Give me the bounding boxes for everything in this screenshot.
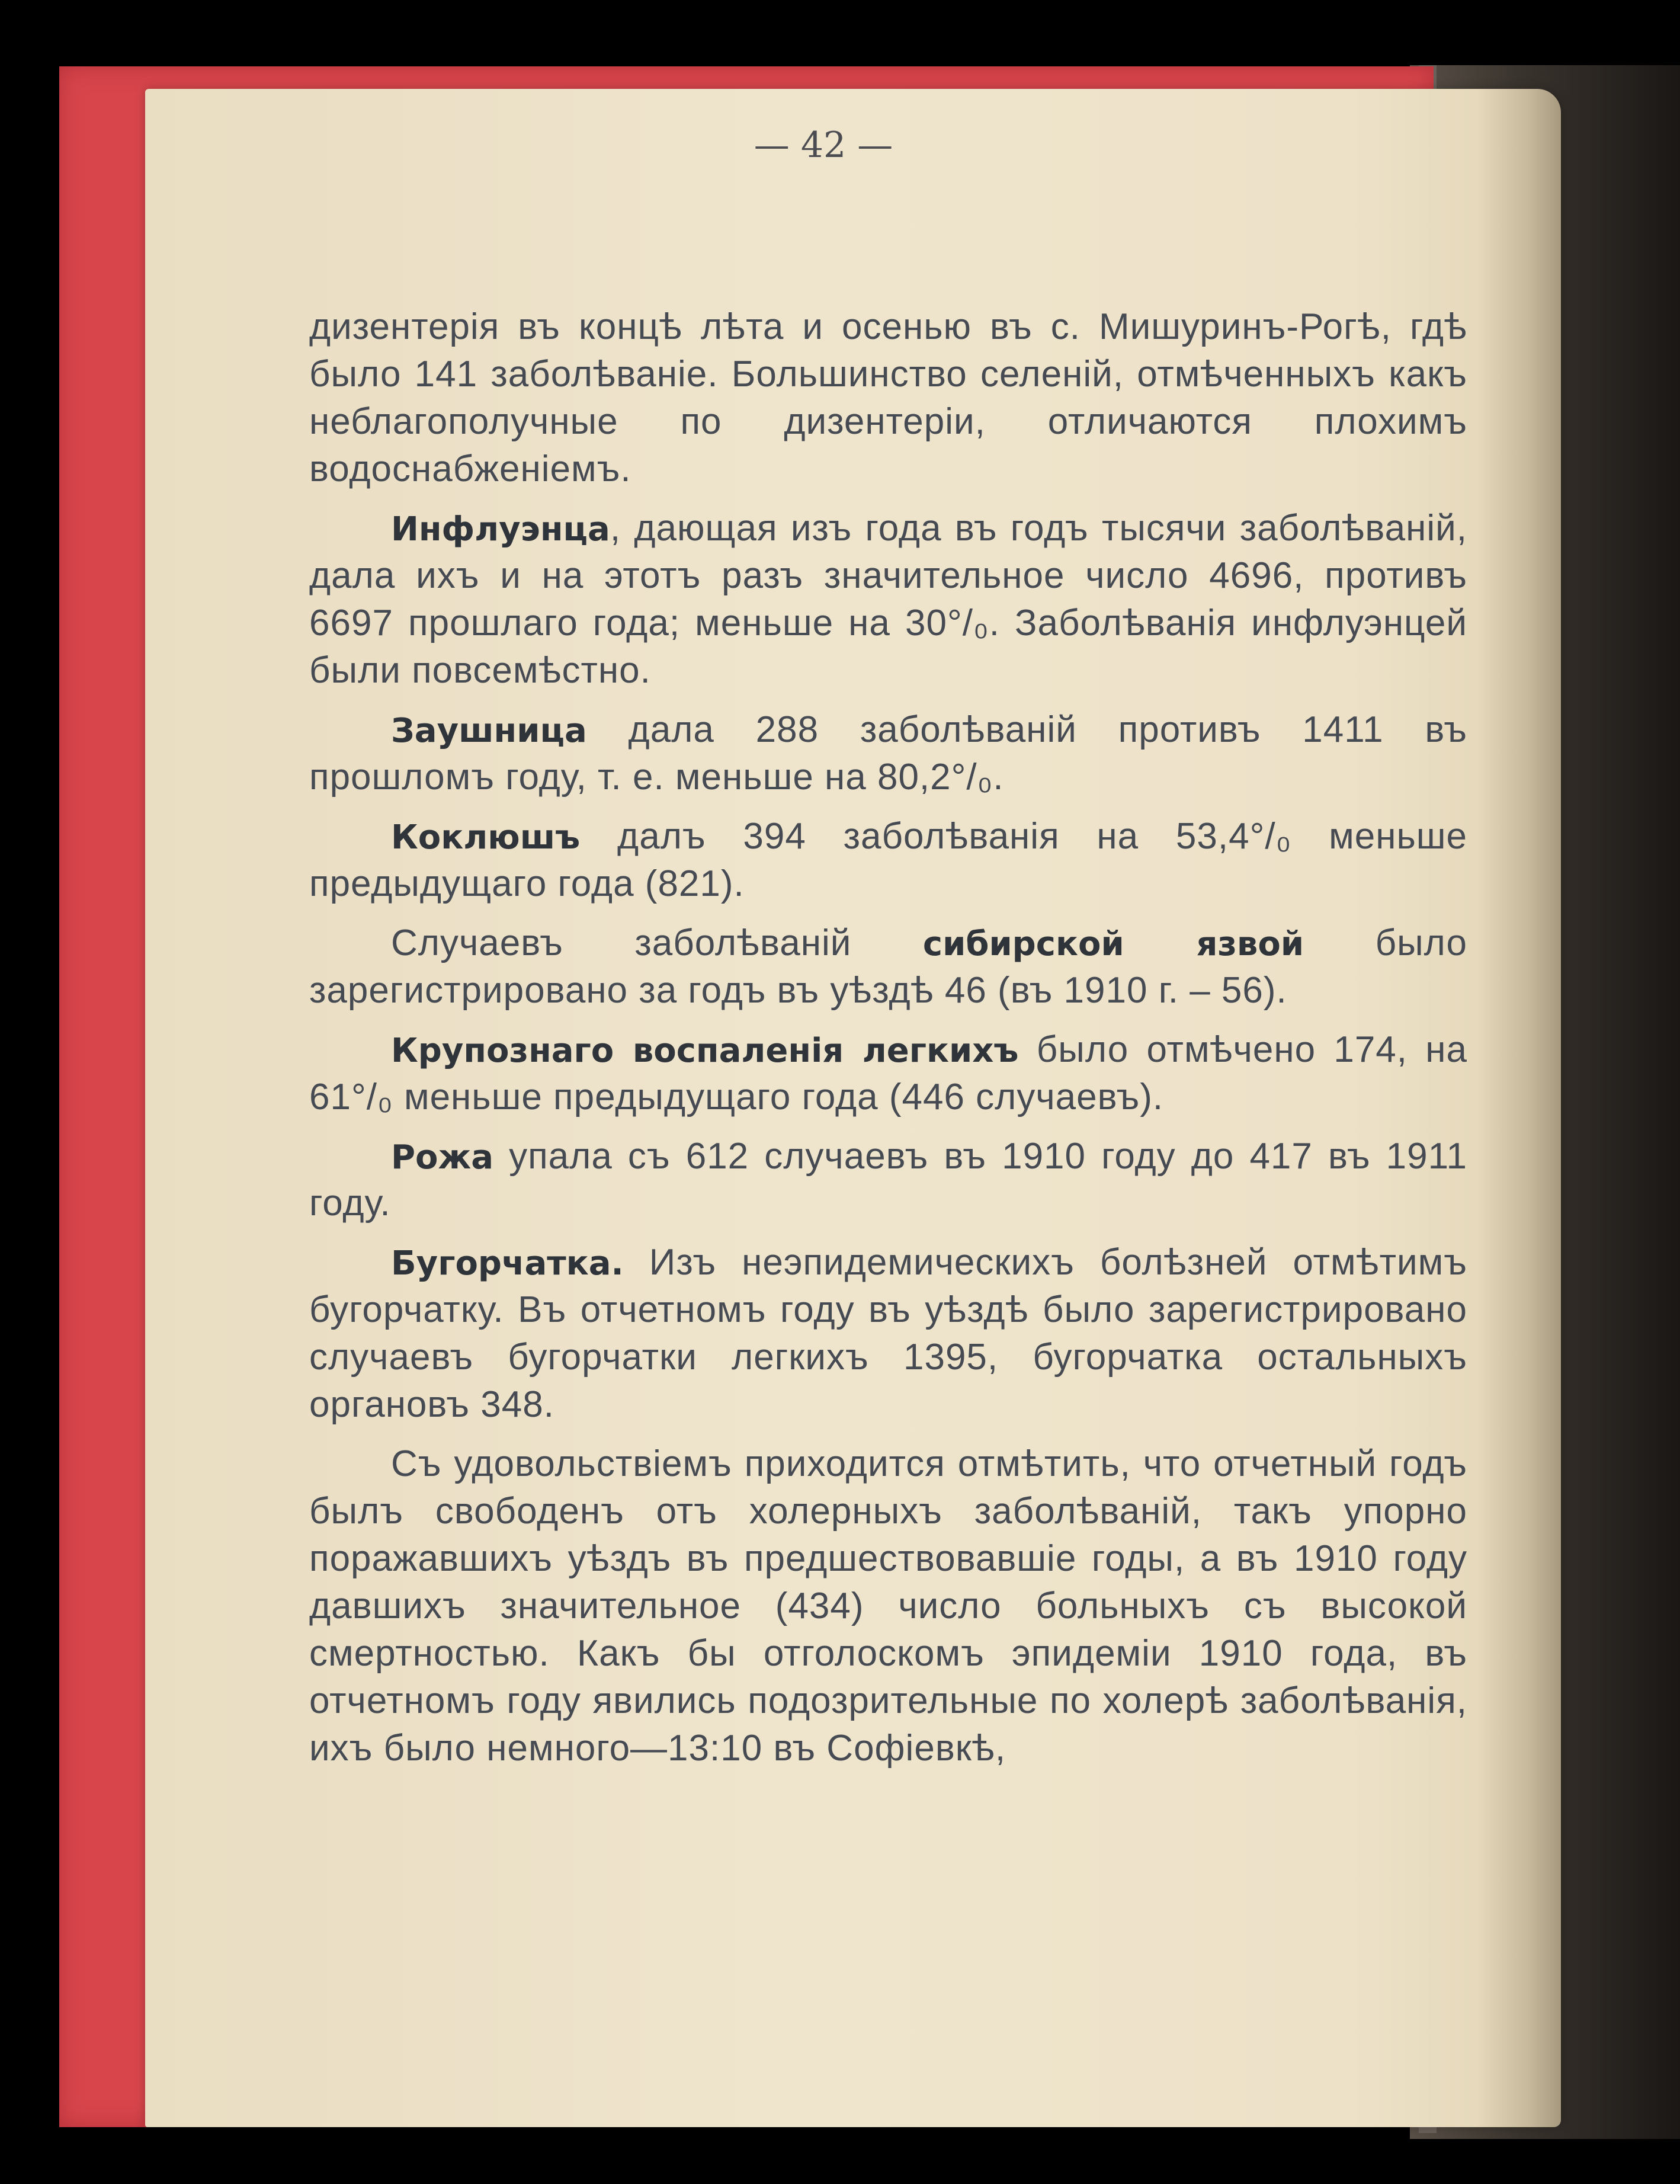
paragraph-cholera	[309, 1440, 1467, 1772]
paragraph-heading: сибирской язвой	[922, 924, 1304, 963]
paragraph-heading: Инфлуэнца	[391, 510, 610, 549]
paragraph-tuberculosis	[309, 1239, 1467, 1429]
paragraph-anthrax	[309, 920, 1467, 1014]
paragraph-text: дизентерія въ концѣ лѣта и осенью въ с. Мишуринъ-Рогѣ, гдѣ было 141 заболѣваніе. Большинство селеній, отмѣченныхъ какъ неблагополучные по дизентеріи, отличаются плохимъ водоснабженіемъ.	[309, 306, 1467, 489]
paragraph-text: было зарегистрировано за годъ въ уѣздѣ 46 (въ 1910 г. – 56).	[309, 922, 1468, 1011]
paragraph-pneumonia	[309, 1026, 1467, 1121]
page-gutter-shadow	[1478, 89, 1561, 2127]
paragraph-text: Изъ неэпидемическихъ болѣзней отмѣтимъ бугорчатку. Въ отчетномъ году въ уѣздѣ было зарегистрировано случаевъ бугорчатки легкихъ 1395, бугорчатка остальныхъ органовъ 348.	[309, 1242, 1467, 1426]
paragraph-dysentery	[309, 303, 1467, 493]
paragraph-heading: Бугорчатка.	[391, 1244, 624, 1283]
paragraph-text: Съ удовольствіемъ приходится отмѣтить, что отчетный годъ былъ свободенъ отъ холерныхъ заболѣваній, такъ упорно поражавшихъ уѣздъ въ предшествовавшіе годы, а въ 1910 году давшихъ значительное (434) число больныхъ съ высокой смертностью. Какъ бы отголоскомъ эпидеміи 1910 года, въ отчетномъ году явились подозрительные по холерѣ заболѣванія, ихъ было немного—13:10 въ Софіевкѣ,	[309, 1443, 1467, 1769]
paragraph-text: , дающая изъ года въ годъ тысячи заболѣваній, дала ихъ и на этотъ разъ значительное число 4696, противъ 6697 прошлаго года; меньше на 30°/₀. Заболѣванія инфлуэнцей были повсемѣстно.	[309, 507, 1467, 691]
page-text	[309, 303, 1467, 1772]
paragraph-heading: Крупознаго воспаленія легкихъ	[391, 1031, 1019, 1070]
paragraph-mumps	[309, 706, 1467, 801]
paragraph-pretext: Случаевъ заболѣваній	[391, 922, 923, 963]
paragraph-heading: Коклюшъ	[391, 818, 581, 857]
paragraph-text: упала съ 612 случаевъ въ 1910 году до 417 въ 1911 году.	[309, 1135, 1467, 1224]
paragraph-heading: Рожа	[391, 1138, 494, 1177]
paragraph-text: было отмѣчено 174, на 61°/₀ меньше предыдущаго года (446 случаевъ).	[309, 1029, 1467, 1117]
page-number: — 42 —	[754, 124, 893, 166]
paragraph-text: дала 288 заболѣваній противъ 1411 въ прошломъ году, т. е. меньше на 80,2°/₀.	[309, 709, 1467, 798]
paragraph-erysipelas	[309, 1133, 1467, 1228]
paragraph-heading: Заушница	[391, 711, 587, 750]
paragraph-influenza	[309, 505, 1467, 694]
paragraph-text: далъ 394 заболѣванія на 53,4°/₀ меньше предыдущаго года (821).	[309, 815, 1467, 904]
paragraph-whooping-cough	[309, 813, 1467, 908]
